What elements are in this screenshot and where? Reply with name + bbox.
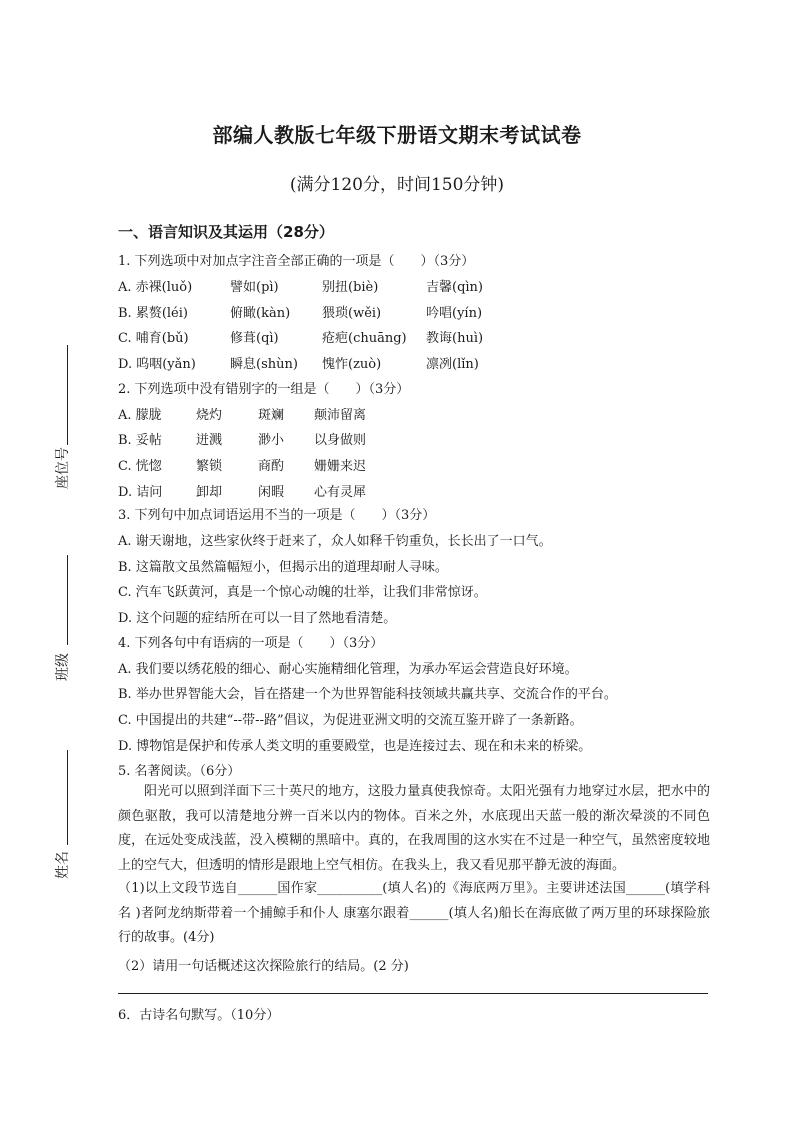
q2-a-3: 斑斓 xyxy=(258,408,285,423)
q1-c-4: 教诲(huì) xyxy=(426,331,484,346)
q1-a-1: A. 赤裸(luǒ) xyxy=(118,280,193,295)
name-line xyxy=(67,750,68,845)
q2-d-1: D. 诘问 xyxy=(118,485,163,500)
q3-option-d: D. 这个问题的症结所在可以一目了然地看清楚。 xyxy=(118,611,397,626)
q1-b-3: 猥琐(wěi) xyxy=(322,306,382,321)
q1-d-4: 凛冽(lǐn) xyxy=(426,357,479,372)
q5-stem: 5. 名著阅读。（6分） xyxy=(118,764,241,779)
q2-c-4: 姗姗来迟 xyxy=(314,459,367,474)
q2-c-1: C. 恍惚 xyxy=(118,459,162,474)
q2-a-1: A. 朦胧 xyxy=(118,408,162,423)
q2-b-4: 以身做则 xyxy=(314,433,367,448)
q2-option-a xyxy=(118,404,698,422)
q2-d-4: 心有灵犀 xyxy=(314,485,367,500)
q2-b-3: 渺小 xyxy=(258,433,285,448)
q1-d-2: 瞬息(shùn) xyxy=(230,357,298,372)
q2-d-3: 闲暇 xyxy=(258,485,285,500)
q1-d-3: 愧怍(zuò) xyxy=(322,357,382,372)
q1-a-4: 吉馨(qìn) xyxy=(426,280,483,295)
q1-option-c xyxy=(118,327,698,345)
q3-stem: 3. 下列句中加点词语运用不当的一项是（ ）（3分） xyxy=(118,508,436,523)
q1-stem: 1. 下列选项中对加点字注音全部正确的一项是（ ）（3分） xyxy=(118,254,475,269)
q2-c-2: 繁锁 xyxy=(196,459,223,474)
q1-option-a xyxy=(118,276,698,294)
q2-option-d xyxy=(118,481,698,499)
q1-b-4: 吟唱(yín) xyxy=(426,306,483,321)
q1-a-2: 譬如(pì) xyxy=(230,280,279,295)
q4-option-b: B. 举办世界智能大会，旨在搭建一个为世界智能科技领域共赢共享、交流合作的平台。 xyxy=(118,687,617,702)
class-label: 班级 xyxy=(55,653,71,681)
seat-label: 座位号 xyxy=(55,447,71,489)
q1-b-1: B. 累赘(léi) xyxy=(118,306,188,321)
q1-b-2: 俯瞰(kàn) xyxy=(230,306,291,321)
name-label: 姓名 xyxy=(55,851,71,879)
q3-option-c: C. 汽车飞跃黄河，真是一个惊心动魄的壮举，让我们非常惊讶。 xyxy=(118,585,487,600)
q4-option-c: C. 中国提出的共建“--带--路”倡议，为促进亚洲文明的交流互鉴开辟了一条新路。 xyxy=(118,713,583,728)
q2-b-1: B. 妥帖 xyxy=(118,433,162,448)
q4-option-a: A. 我们要以绣花般的细心、耐心实施精细化管理，为承办军运会营造良好环境。 xyxy=(118,662,578,677)
q1-option-d xyxy=(118,353,698,371)
q5-sub1: （1)以上文段节选自______国作家__________(填人名)的《海底两万里》。主要讲述法国______(填学科名 )者阿龙纳斯带着一个捕鲸手和仆人 康塞尔跟着______(填人名)船长在海底做了两万里的环球探险旅行的故事。(4分) xyxy=(118,881,710,945)
seat-line xyxy=(67,345,68,445)
q6-stem: 6．古诗名句默写。（10分） xyxy=(118,1008,280,1023)
q2-option-b xyxy=(118,429,698,447)
q4-option-d: D. 博物馆是保护和传承人类文明的重要殿堂，也是连接过去、现在和未来的桥梁。 xyxy=(118,739,592,754)
q2-b-2: 迸溅 xyxy=(196,433,223,448)
q1-option-b xyxy=(118,302,698,320)
q1-c-3: 疮疤(chuāng) xyxy=(322,331,407,346)
q1-a-3: 别扭(biè) xyxy=(322,280,379,295)
q1-d-1: D. 呜咽(yǎn) xyxy=(118,357,196,372)
page-title: 部编人教版七年级下册语文期末考试试卷 xyxy=(212,123,582,147)
section-heading: 一、语言知识及其运用（28分） xyxy=(118,223,334,241)
q5-sub2: （2）请用一句话概述这次探险旅行的结局。(2 分) xyxy=(118,959,409,974)
q2-a-4: 颠沛留离 xyxy=(314,408,367,423)
class-line xyxy=(67,555,68,645)
q2-option-c xyxy=(118,455,698,473)
q5-passage: 阳光可以照到洋面下三十英尺的地方，这股力量真使我惊奇。太阳光强有力地穿过水层，把水中的颜色驱散，我可以清楚地分辨一百米以内的物体。百米之外，水底现出天蓝一般的渐次晕淡的不同色度，在远处变成浅蓝，没入模糊的黑暗中。真的，在我周围的这水实在不过是一种空气，虽然密度较地上的空气大，但透明的情形是跟地上空气相仿。在我头上，我又看见那平静无波的海面。 xyxy=(118,784,710,873)
q1-c-2: 修葺(qì) xyxy=(230,331,279,346)
answer-line xyxy=(118,993,708,994)
q3-option-a: A. 谢天谢地，这些家伙终于赶来了，众人如释千钧重负，长长出了一口气。 xyxy=(118,534,552,549)
q3-option-b: B. 这篇散文虽然篇幅短小，但揭示出的道理却耐人寻味。 xyxy=(118,560,448,575)
q2-c-3: 商酌 xyxy=(258,459,285,474)
q2-d-2: 卸却 xyxy=(196,485,223,500)
q1-c-1: C. 哺育(bǔ) xyxy=(118,331,189,346)
page-subtitle: (满分120分，时间150分钟) xyxy=(289,175,505,195)
q2-a-2: 烧灼 xyxy=(196,408,223,423)
q2-stem: 2. 下列选项中没有错别字的一组是（ ）（3分） xyxy=(118,382,410,397)
q4-stem: 4. 下列各句中有语病的一项是（ ）（3分） xyxy=(118,636,384,651)
